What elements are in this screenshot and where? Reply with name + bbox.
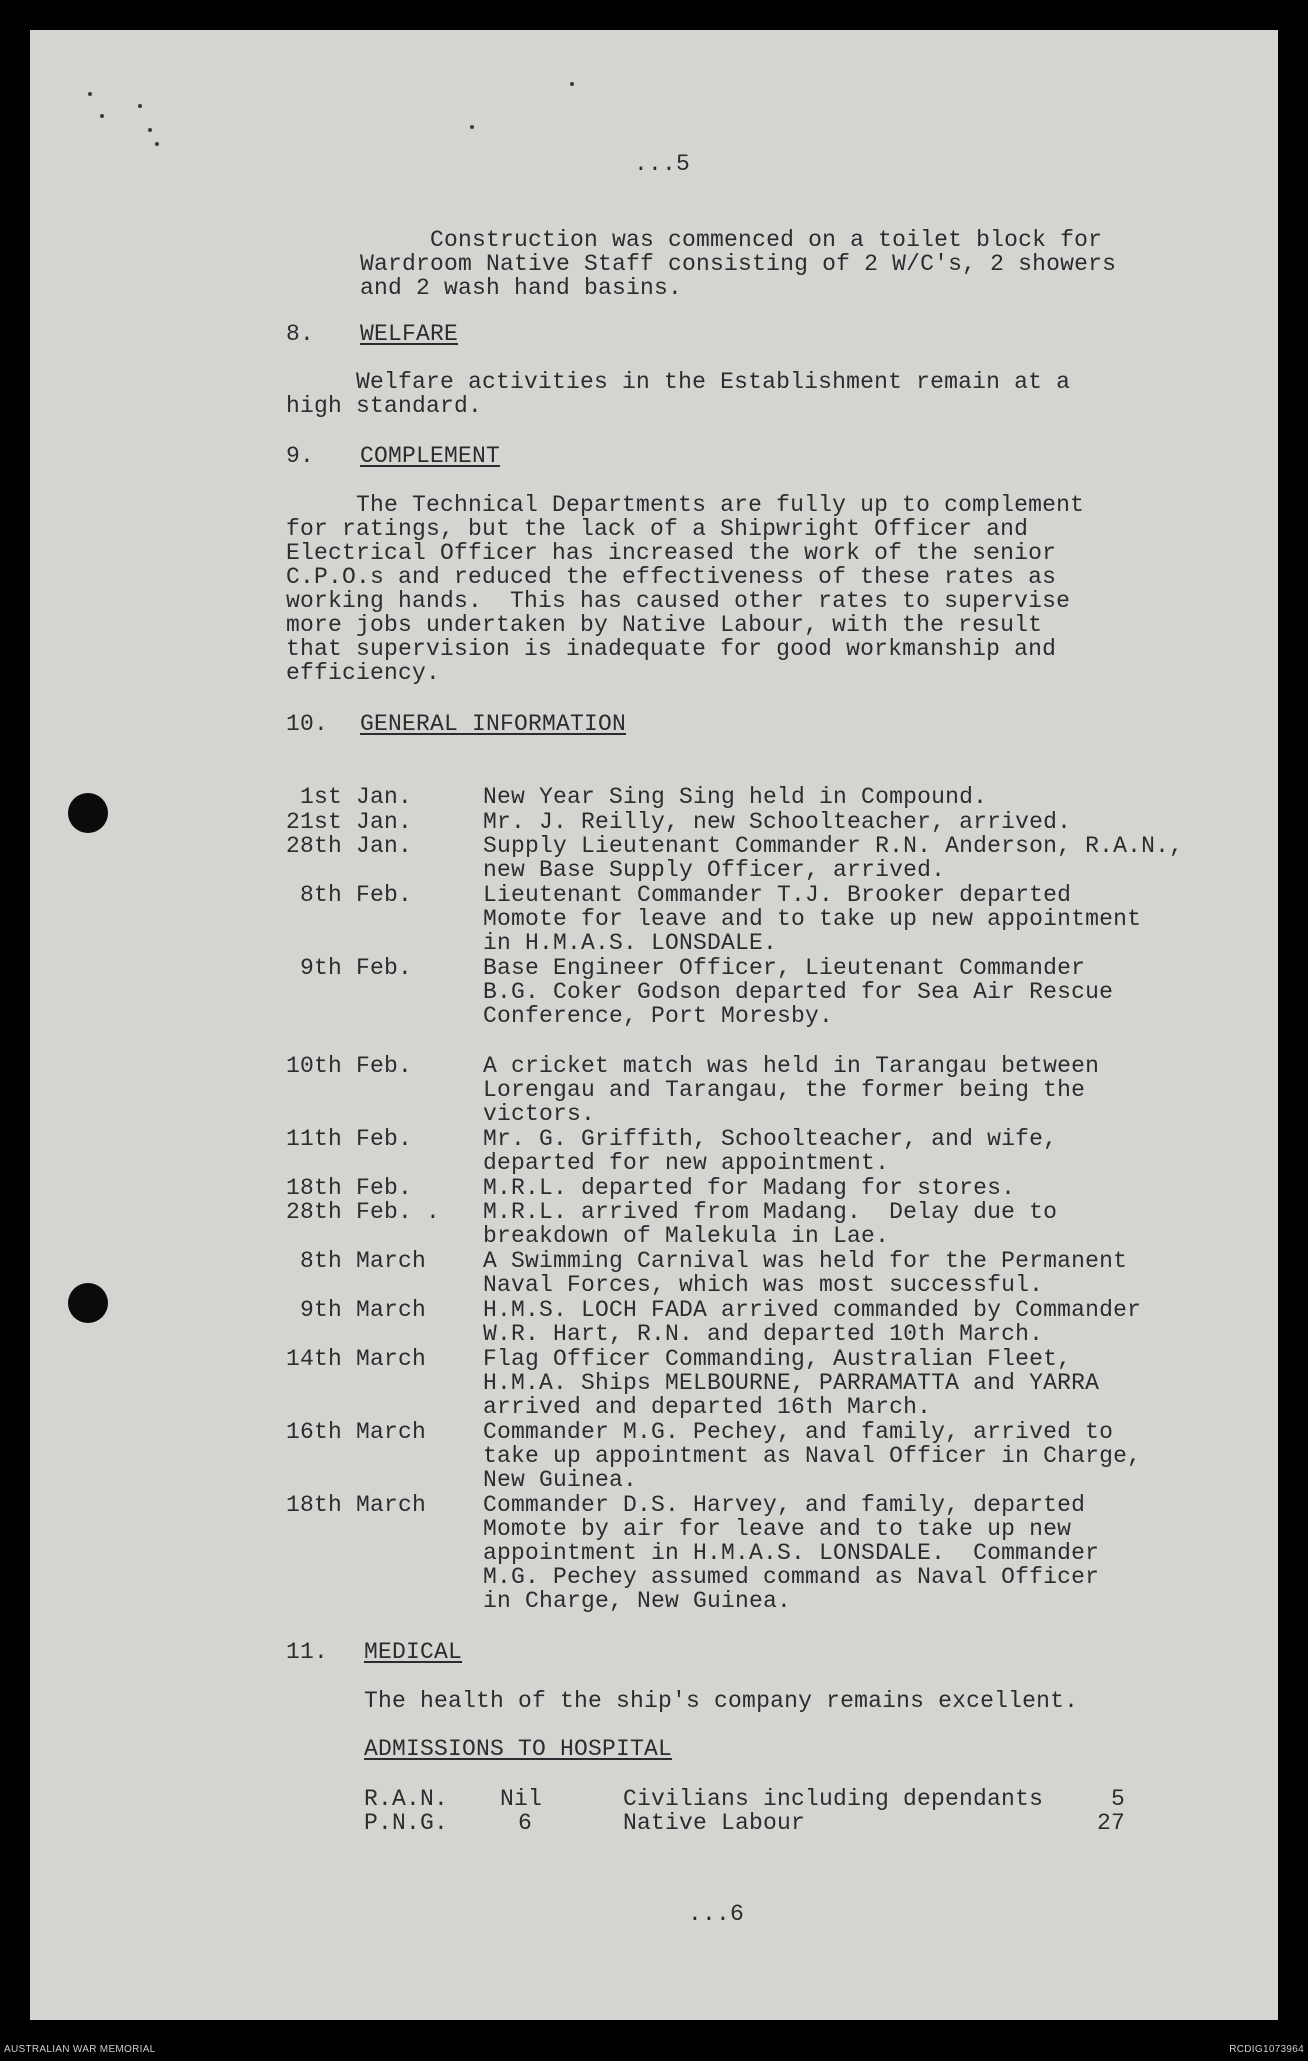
complement-line: The Technical Departments are fully up to complement xyxy=(286,492,1085,518)
admissions-group: R.A.N. xyxy=(364,1786,449,1812)
punch-hole-lower xyxy=(68,1283,108,1323)
entry-date: 9th March xyxy=(286,1297,427,1323)
admissions-count: 6 xyxy=(518,1810,533,1836)
entry-date: 14th March xyxy=(286,1346,427,1372)
entry-text: appointment in H.M.A.S. LONSDALE. Commander xyxy=(483,1540,1100,1566)
entry-date: 8th Feb. xyxy=(286,882,413,908)
entry-text: departed for new appointment. xyxy=(483,1150,890,1176)
entry-date: 21st Jan. xyxy=(286,809,413,835)
entry-text: Momote for leave and to take up new appointment xyxy=(483,906,1142,932)
page-number-bottom: ...6 xyxy=(688,1901,745,1927)
medical-line: The health of the ship's company remains excellent. xyxy=(364,1688,1079,1714)
paper-speck xyxy=(570,82,574,86)
section-heading-welfare: WELFARE xyxy=(360,321,459,347)
entry-text: Lorengau and Tarangau, the former being the xyxy=(483,1077,1086,1103)
complement-line: efficiency. xyxy=(286,660,441,686)
intro-line: and 2 wash hand basins. xyxy=(360,275,683,301)
section-number: 10. xyxy=(286,711,329,737)
entry-date: 9th Feb. xyxy=(286,955,413,981)
entry-text: Mr. J. Reilly, new Schoolteacher, arrived. xyxy=(483,809,1072,835)
entry-text: breakdown of Malekula in Lae. xyxy=(483,1223,890,1249)
section-heading-general-information: GENERAL INFORMATION xyxy=(360,711,627,737)
entry-text: New Guinea. xyxy=(483,1467,638,1493)
paper-speck xyxy=(138,104,142,108)
complement-line: more jobs undertaken by Native Labour, with the result xyxy=(286,612,1043,638)
entry-text: Commander D.S. Harvey, and family, departed xyxy=(483,1492,1086,1518)
entry-text: in H.M.A.S. LONSDALE. xyxy=(483,930,778,956)
document-page xyxy=(30,30,1278,2020)
admissions-other-count: 27 xyxy=(1097,1810,1126,1836)
archive-reference: RCDIG1073964 xyxy=(1229,2044,1304,2055)
admissions-other-count: 5 xyxy=(1111,1786,1126,1812)
entry-text: M.R.L. arrived from Madang. Delay due to xyxy=(483,1199,1058,1225)
paper-speck xyxy=(148,128,152,132)
entry-text: W.R. Hart, R.N. and departed 10th March. xyxy=(483,1321,1044,1347)
entry-date: 28th Feb. . xyxy=(286,1199,441,1225)
admissions-other-group: Native Labour xyxy=(623,1810,806,1836)
complement-line: C.P.O.s and reduced the effectiveness of these rates as xyxy=(286,564,1057,590)
entry-text: take up appointment as Naval Officer in Charge, xyxy=(483,1443,1142,1469)
entry-text: B.G. Coker Godson departed for Sea Air Rescue xyxy=(483,979,1114,1005)
entry-date: 10th Feb. xyxy=(286,1053,413,1079)
section-heading-medical: MEDICAL xyxy=(364,1639,463,1665)
welfare-line: Welfare activities in the Establishment remain at a xyxy=(286,369,1071,395)
entry-date: 18th March xyxy=(286,1492,427,1518)
paper-speck xyxy=(155,142,159,146)
section-heading-complement: COMPLEMENT xyxy=(360,443,501,469)
entry-text: Base Engineer Officer, Lieutenant Commander xyxy=(483,955,1086,981)
entry-text: Momote by air for leave and to take up new xyxy=(483,1516,1072,1542)
entry-text: Supply Lieutenant Commander R.N. Anderson, R.A.N., xyxy=(483,833,1184,859)
admissions-heading: ADMISSIONS TO HOSPITAL xyxy=(364,1736,673,1762)
intro-line: Wardroom Native Staff consisting of 2 W/C's, 2 showers xyxy=(360,251,1117,277)
paper-speck xyxy=(100,114,104,118)
entry-text: A cricket match was held in Tarangau between xyxy=(483,1053,1100,1079)
entry-text: Naval Forces, which was most successful. xyxy=(483,1272,1044,1298)
complement-line: working hands. This has caused other rates to supervise xyxy=(286,588,1071,614)
welfare-line: high standard. xyxy=(286,393,483,419)
section-number: 11. xyxy=(286,1639,329,1665)
entry-date: 8th March xyxy=(286,1248,427,1274)
entry-text: Mr. G. Griffith, Schoolteacher, and wife, xyxy=(483,1126,1058,1152)
entry-text: in Charge, New Guinea. xyxy=(483,1588,792,1614)
page-number-top: ...5 xyxy=(634,151,691,177)
entry-text: H.M.A. Ships MELBOURNE, PARRAMATTA and YARRA xyxy=(483,1370,1100,1396)
entry-date: 28th Jan. xyxy=(286,833,413,859)
entry-date: 18th Feb. xyxy=(286,1175,413,1201)
entry-text: H.M.S. LOCH FADA arrived commanded by Commander xyxy=(483,1297,1142,1323)
entry-text: victors. xyxy=(483,1101,596,1127)
complement-line: for ratings, but the lack of a Shipwright Officer and xyxy=(286,516,1029,542)
entry-text: A Swimming Carnival was held for the Permanent xyxy=(483,1248,1128,1274)
paper-speck xyxy=(88,92,92,96)
entry-date: 11th Feb. xyxy=(286,1126,413,1152)
entry-text: M.R.L. departed for Madang for stores. xyxy=(483,1175,1016,1201)
entry-text: new Base Supply Officer, arrived. xyxy=(483,857,946,883)
section-number: 9. xyxy=(286,443,315,469)
section-number: 8. xyxy=(286,321,315,347)
entry-date: 16th March xyxy=(286,1419,427,1445)
intro-line: Construction was commenced on a toilet block for xyxy=(360,227,1103,253)
entry-text: Flag Officer Commanding, Australian Fleet, xyxy=(483,1346,1072,1372)
admissions-other-group: Civilians including dependants xyxy=(623,1786,1044,1812)
entry-text: Lieutenant Commander T.J. Brooker departed xyxy=(483,882,1072,908)
entry-text: New Year Sing Sing held in Compound. xyxy=(483,784,988,810)
complement-line: that supervision is inadequate for good workmanship and xyxy=(286,636,1057,662)
complement-line: Electrical Officer has increased the work of the senior xyxy=(286,540,1057,566)
paper-speck xyxy=(470,125,474,129)
admissions-group: P.N.G. xyxy=(364,1810,449,1836)
admissions-count: Nil xyxy=(500,1786,543,1812)
entry-text: Conference, Port Moresby. xyxy=(483,1003,834,1029)
entry-text: arrived and departed 16th March. xyxy=(483,1394,932,1420)
archive-credit: AUSTRALIAN WAR MEMORIAL xyxy=(4,2044,156,2055)
entry-text: M.G. Pechey assumed command as Naval Officer xyxy=(483,1564,1100,1590)
entry-text: Commander M.G. Pechey, and family, arrived to xyxy=(483,1419,1114,1445)
entry-date: 1st Jan. xyxy=(286,784,413,810)
punch-hole-upper xyxy=(68,793,108,833)
